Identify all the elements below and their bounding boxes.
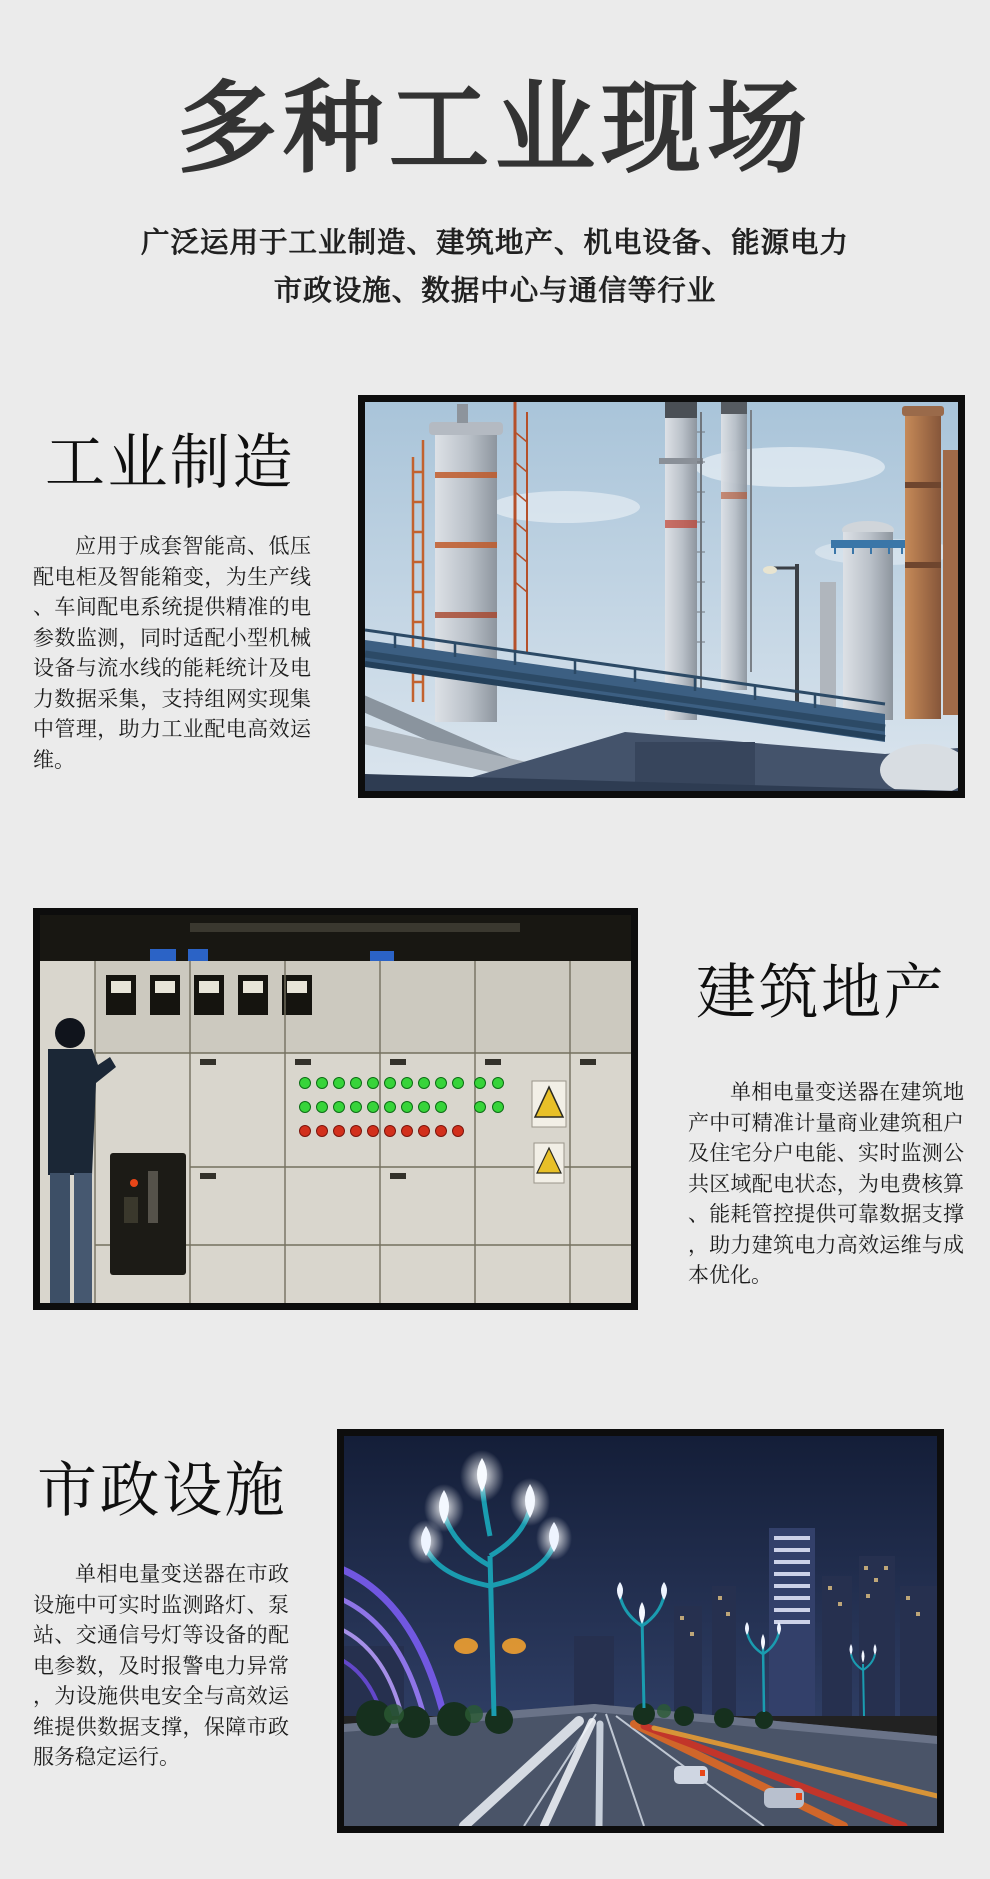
subtitle-line-2: 市政设施、数据中心与通信等行业	[273, 275, 717, 307]
industrial-plant-illustration	[365, 402, 958, 791]
page-subtitle	[0, 219, 990, 315]
section-heading-municipal: 市政设施	[37, 1457, 287, 1524]
page-title: 多种工业现场	[177, 73, 813, 185]
section-heading-industry: 工业制造	[45, 429, 295, 496]
city-night-photo	[337, 1429, 944, 1833]
subtitle-line-1: 广泛运用于工业制造、建筑地产、机电设备、能源电力	[140, 227, 849, 259]
industrial-plant-photo	[358, 395, 965, 798]
section-body-building: 单相电量变送器在建筑地产中可精准计量商业建筑租户及住宅分户电能、实时监测公共区域配电状态，为电费核算、能耗管控提供可靠数据支撑，助力建筑电力高效运维与成本优化。	[688, 1081, 964, 1287]
section-body-industry: 应用于成套智能高、低压配电柜及智能箱变，为生产线、车间配电系统提供精准的电参数监测，同时适配小型机械设备与流水线的能耗统计及电力数据采集，支持组网实现集中管理，助力工业配电高效运维。	[33, 535, 311, 772]
city-night-illustration	[344, 1436, 937, 1826]
switchgear-room-illustration	[40, 915, 631, 1303]
section-body-municipal: 单相电量变送器在市政设施中可实时监测路灯、泵站、交通信号灯等设备的配电参数，及时报警电力异常，为设施供电安全与高效运维提供数据支撑，保障市政服务稳定运行。	[33, 1563, 289, 1769]
section-heading-building: 建筑地产	[696, 959, 946, 1026]
switchgear-room-photo	[33, 908, 638, 1310]
